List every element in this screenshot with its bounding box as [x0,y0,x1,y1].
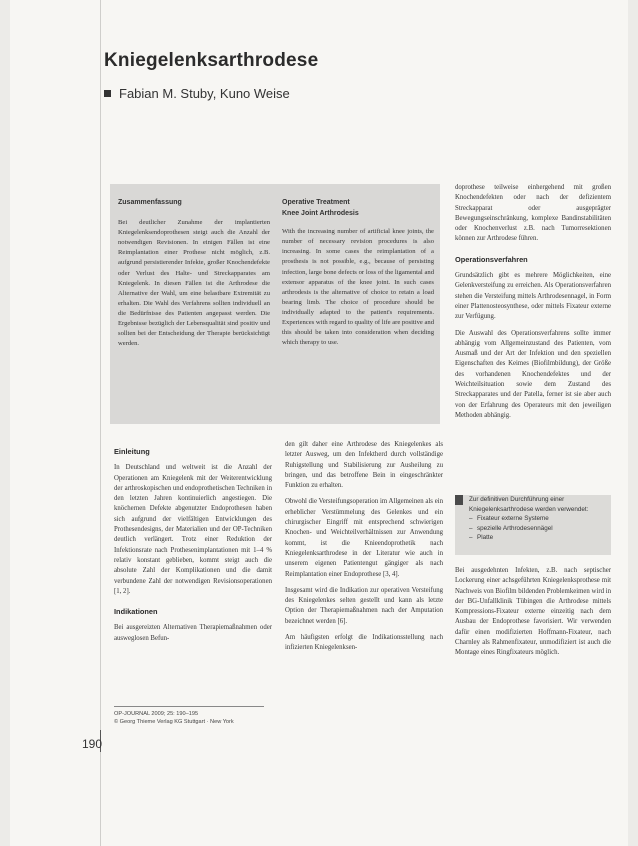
footnote-publisher: © Georg Thieme Verlag KG Stuttgart · New York [114,719,234,725]
paragraph: doprothese teilweise einhergehend mit großen Knochendefekten oder nach der defizientem Streckapparat oder ausgeprägter Bewegungseinschränkung, komplexe Bandinstabilitäten oder Knochenverlust z.B. nach Tumorresektionen können zur Arthrodese führen. [455,184,611,243]
info-box-intro: Zur definitiven Durchführung einer Kniegelenksarthrodese werden verwendet: [469,496,589,513]
footnote [114,710,274,726]
paragraph: Grundsätzlich gibt es mehrere Möglichkeiten, eine Gelenkversteifung zu erreichen. Als Operationsverfahren stehen die Versteifung mittels Arthrodesennagel, in Form einer Plattenosteosynthese, oder mittels Fixateur externe zur Verfügung. [455,272,611,321]
column-3-top [455,183,611,427]
article-title: Kniegelenksarthrodese [104,50,319,71]
left-margin-rule [100,0,101,846]
column-2 [285,440,443,660]
paragraph: Die Auswahl des Operationsverfahrens sollte immer abhängig vom Allgemeinzustand des Patienten, vom Ausmaß und der Art der Infektion und den speziellen Eigenschaften des Keimes (Biofilmbildung), der Größe des vorhandenen Knochendefektes und der Weichteilsituation sowie dem Zustand des Streckapparates und der Patella, ferner ist sie aber auch von der Erfahrung des Operateurs mit den jeweiligen Methoden abhängig. [455,329,611,419]
abstract-english [282,198,434,348]
paragraph: In Deutschland und weltweit ist die Anzahl der Operationen am Kniegelenk mit der Weiterentwicklung der arthroskopischen und endoprothetischen Techniken in den letzten Jahren kontinuierlich angestiegen. Die knöchernen Defekte abgenutzter Endoprothesen haben sich aufgrund der vielfältigen Entwicklungen des Prothesendesigns, der Materialien und der OP-Techniken deutlich verlängert. Trotz einer Reduktion der Infektionsrate nach Prothesenimplantationen mit 1–4 % relativ konstant geblieben, kommt steigt auch die absolute Zahl der Komplikationen und die damit verbundene Zahl der notwendigen Revisionsoperationen [1, 2]. [114,464,272,595]
paragraph: Insgesamt wird die Indikation zur operativen Versteifung des Kniegelenkes selten gestellt und kann als letzte Option der Therapiemaßnahmen nach der Amputation bezeichnet werden [6]. [285,586,443,625]
info-box-text [469,495,607,543]
bullet-square-icon [104,90,111,97]
abstract-german [118,198,270,349]
footnote-journal: OP-JOURNAL 2009; 25: 190–195 [114,711,199,717]
info-box [455,495,611,555]
column-1 [114,447,272,650]
abstract-english-heading: Operative Treatment [282,199,350,206]
section-heading-indications: Indikationen [114,607,158,617]
paragraph: Am häufigsten erfolgt die Indikationsstellung nach infizierten Kniegelenksen- [285,634,443,652]
list-item: – Platte [469,533,607,543]
column-3-bottom [455,566,611,665]
paragraph: den gilt daher eine Arthrodese des Kniegelenkes als letzter Ausweg, um den Infektherd durch vollständige Ruhigstellung und Stabilisierung zur Ausheilung zu bringen, und das betroffene Bein in eingeschränkter Funktion zu erhalten. [285,441,443,490]
info-box-marker [455,495,463,505]
footnote-rule [114,706,264,707]
authors: Fabian M. Stuby, Kuno Weise [119,86,290,101]
list-item: – spezielle Arthrodesennägel [469,524,607,534]
authors-line [104,86,290,101]
paragraph: Bei ausgereizten Alternativen Therapiemaßnahmen oder ausweglosen Befun- [114,624,272,642]
abstract-german-text: Bei deutlicher Zunahme der implantierten Kniegelenksendoprothesen steigt auch die Anzahl der notwendigen Revisionen. In einigen Fällen ist eine Reimplantation einer Prothese nicht möglich, z.B. aufgrund persistierender Infekte, großer Knochendefekte oder Verlust des Halte- und Streckapparates am Kniegelenk. In diesen Fällen ist die Arthrodese die Alternative der Wahl, um eine belastbare Extremität zu erhalten. Die Wahl des Verfahrens sollten individuell an die Bedürfnisse des Patienten angepasst werden. Die Ergebnisse bezüglich der Lebensqualität sind positiv und sollten bei der Entscheidung der Therapie berücksichtigt werden. [118,219,270,348]
paragraph: Obwohl die Versteifungsoperation im Allgemeinen als ein erheblicher Verstümmelung des Gelenkes und ein chirurgischer Eingriff mit entsprechend schwierigen Knochen- und Weichteilverhältnissen zur Anwendung kommt, ist die Knieendoprothetik nach Kniegelenksarthrodese in der Literatur wie auch in unserem eigenen Patientengut gängiger als nach Reimplantation einer Endoprothese [3, 4]. [285,498,443,578]
paragraph: Bei ausgedehnten Infekten, z.B. nach septischer Lockerung einer achsgeführten Kniegelenksprothese mit Nachweis von Biofilm bildenden Problemkeimen wird in der BG-Unfallklinik Tübingen die Arthrodese mittels Kompressions-Fixateur externe einzeitig nach dem Ausbau der Endoprothese favorisiert. Wir verwenden dafür einen modifizierten Hoffmann-Fixateur, nach Charnley als Rahmenfixateur, unmodifiziert ist auch die Montage eines Ringfixateurs möglich. [455,567,611,657]
section-heading-introduction: Einleitung [114,447,150,456]
abstract-english-subheading: Knee Joint Arthrodesis [282,210,359,218]
abstract-german-heading: Zusammenfassung [118,199,182,206]
info-box-list [469,514,607,543]
list-item: – Fixateur externe Systeme [469,514,607,524]
section-heading-operations: Operationsverfahren [455,254,528,264]
page-number: 190 [82,737,103,751]
abstract-english-text: With the increasing number of artificial knee joints, the number of necessary revision procedures is also increasing. In some cases the reimplantation of a prosthesis is not possible, e.g., because of persisting infection, large bone defects or loss of the ligamental and extensor apparatus of the knee joint. In such cases arthrodesis is the alternative of choice to retain a load bearing limb. The choice of procedure should be individually adapted to the patient's requirements. Experiences with regard to quality of life are positive and this should be taken into consideration when deciding which therapy to use. [282,228,434,347]
